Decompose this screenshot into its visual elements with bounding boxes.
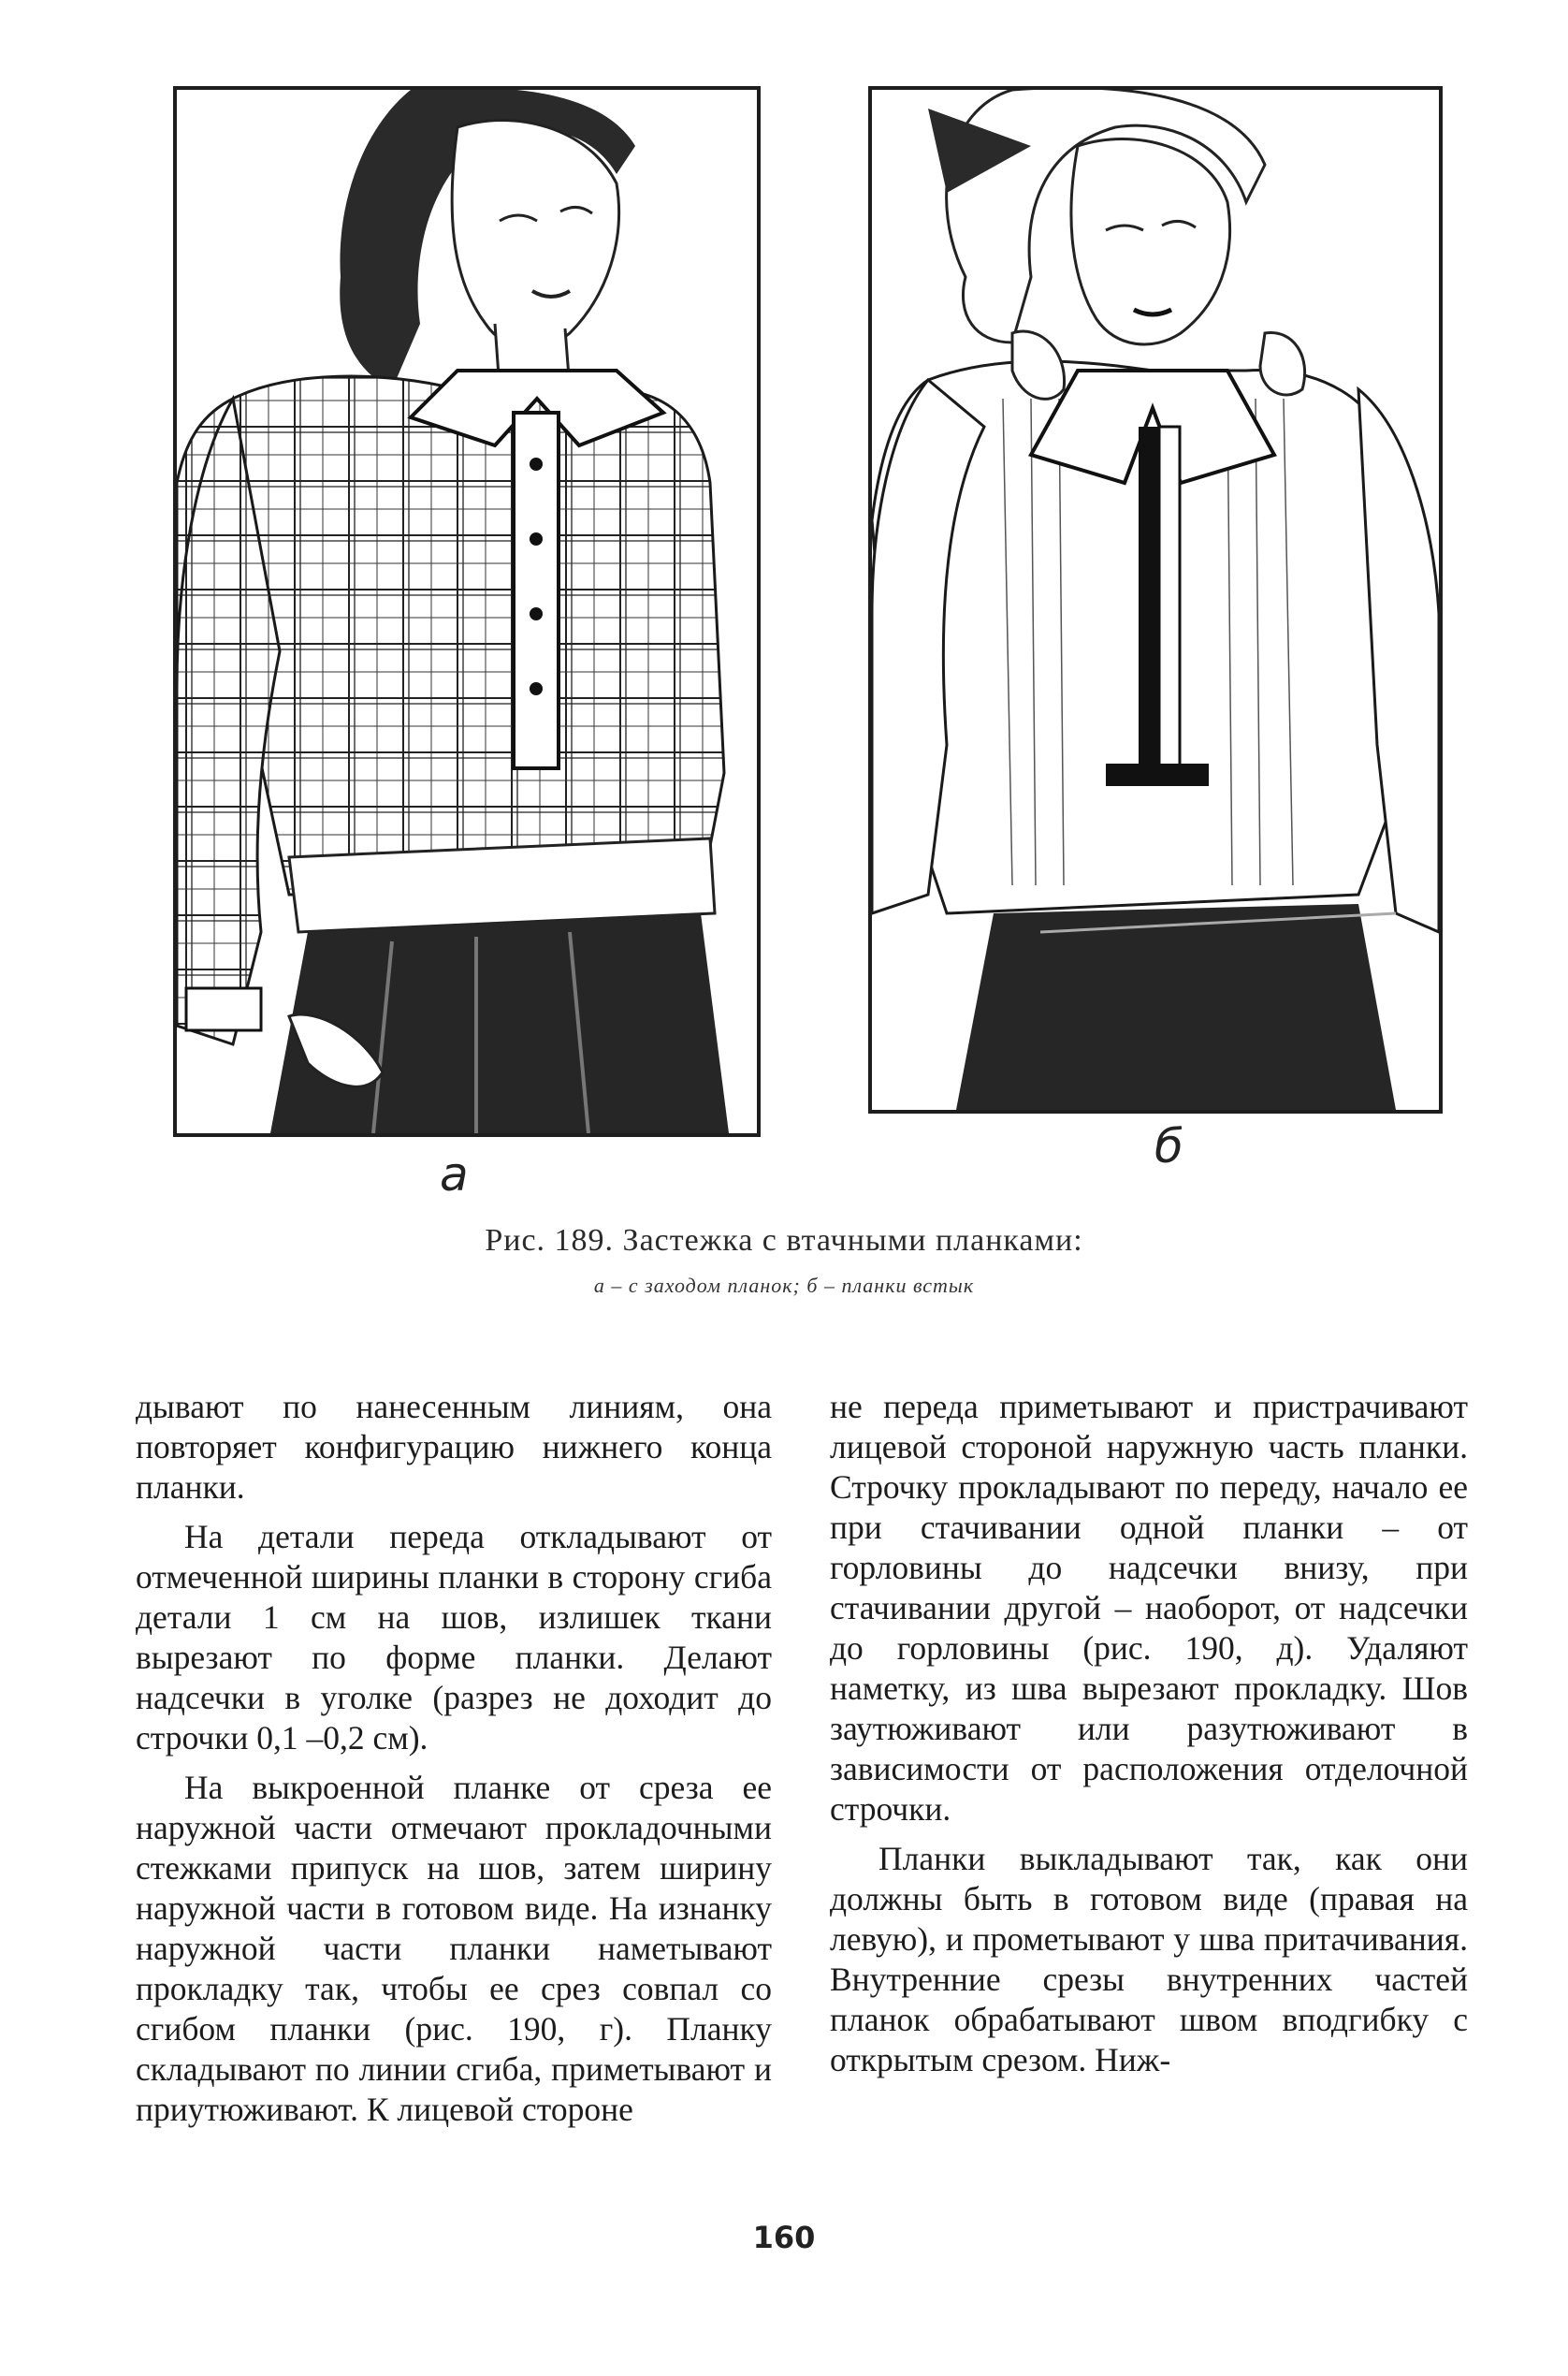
illustration-b — [868, 86, 1443, 1114]
figure-caption-subtitle: а – с заходом планок; б – планки встык — [593, 1274, 975, 1297]
figure-caption-title: Рис. 189. Застежка с втачными планками: — [485, 1223, 1083, 1258]
left-text-column — [136, 1387, 772, 2139]
left-paragraph-3: На выкроенной планке от среза ее наружной части отмечают прокладочными стежками припуск на шов, затем ширину наружной части в готовом виде. На изнанку наружной части планки наметывают прокладку так, чтобы ее срез совпал со сгибом планки (рис. 190, г). Планку складывают по линии сгиба, приметывают и приутюживают. К лицевой стороне — [136, 1769, 772, 2128]
panel-label-b: б — [1154, 1119, 1183, 1173]
left-paragraph-2: На детали переда откладывают от отмеченной ширины планки в сторону сгиба детали 1 см на шов, излишек ткани вырезают по форме планки. Делают надсечки в уголке (разрез не доходит до строчки 0,1 –0,2 см). — [136, 1518, 772, 1756]
illustration-a — [173, 86, 761, 1137]
right-paragraph-2: Планки выкладывают так, как они должны быть в готовом виде (правая на левую), и прометывают у шва притачивания. Внутренние срезы внутренних частей планок обрабатывают швом вподгибку с открытым срезом. Ниж- — [830, 1840, 1468, 2078]
page-number: 160 — [752, 2220, 816, 2255]
left-paragraph-1: дывают по нанесенным линиям, она повторяет конфигурацию нижнего конца планки. — [136, 1388, 772, 1506]
plaid-blouse-drawing — [177, 90, 757, 1133]
right-text-column — [830, 1387, 1468, 2090]
right-paragraph-1: не переда приметывают и пристрачивают лицевой стороной наружную часть планки. Строчку прокладывают по переду, начало ее при стачивании одной планки – от горловины до надсечки внизу, при стачивании другой – наоборот, от надсечки до горловины (рис. 190, д). Удаляют наметку, из шва вырезают прокладку. Шов заутюживают или разутюживают в зависимости от расположения отделочной строчки. — [830, 1388, 1468, 1828]
panel-label-a: а — [440, 1147, 469, 1202]
light-blouse-drawing — [872, 90, 1439, 1110]
